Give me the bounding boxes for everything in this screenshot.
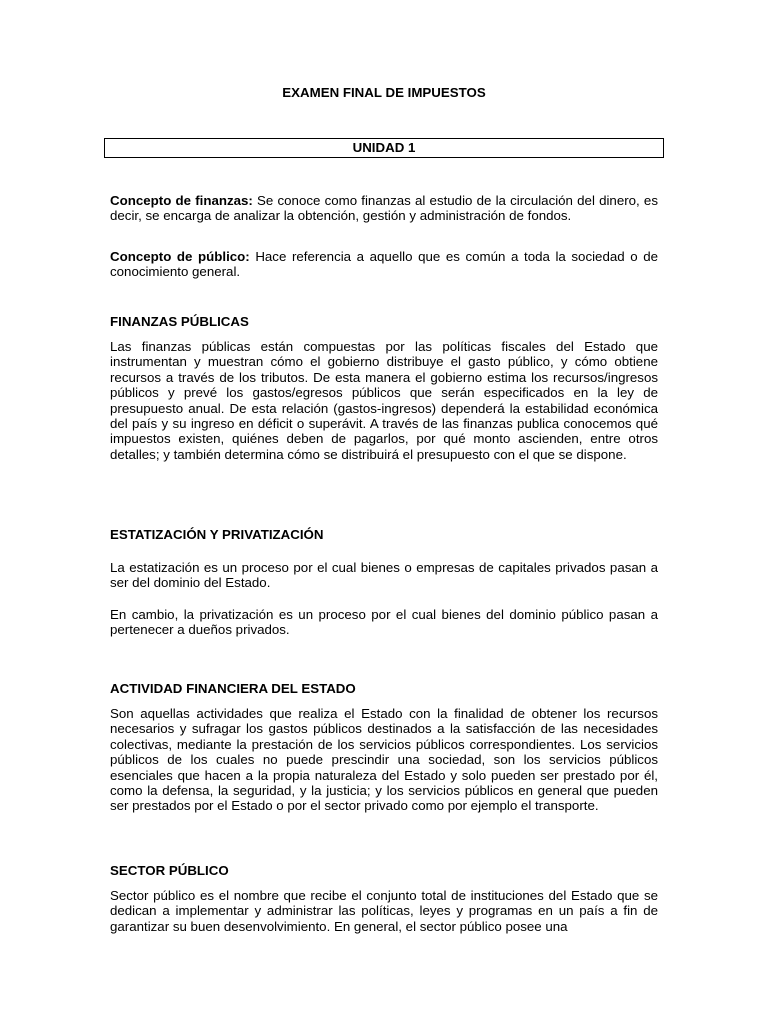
unit-heading-box bbox=[104, 138, 664, 158]
section-paragraph-sector-publico: Sector público es el nombre que recibe el conjunto total de instituciones del Estado que se dedican a implementar y administrar las políticas, leyes y programas en un país a fin de garantizar su buen desenvolvimiento. En general, el sector público posee una bbox=[110, 888, 658, 934]
section-paragraph-finanzas-publicas: Las finanzas públicas están compuestas por las políticas fiscales del Estado que instrumentan y muestran cómo el gobierno distribuye el gasto público, y cómo obtiene recursos a través de los tributos. De esta manera el gobierno estima los recursos/ingresos públicos y prevé los gastos/egresos públicos que serán especificados en la ley de presupuesto anual. De esta relación (gastos-ingresos) dependerá la estabilidad económica del país y su ingreso en déficit o superávit. A través de las finanzas publica conocemos qué impuestos existen, quiénes deben de pagarlos, por qué monto ascienden, entre otros detalles; y también determina cómo se distribuirá el presupuesto con el que se dispone. bbox=[110, 339, 658, 462]
concept-finanzas-paragraph bbox=[110, 193, 658, 224]
section-heading-finanzas-publicas: FINANZAS PÚBLICAS bbox=[110, 314, 249, 329]
section-paragraph-estatizacion: La estatización es un proceso por el cual bienes o empresas de capitales privados pasan a ser del dominio del Estado. bbox=[110, 560, 658, 591]
section-paragraph-actividad-financiera: Son aquellas actividades que realiza el Estado con la finalidad de obtener los recursos necesarios y sufragar los gastos públicos destinados a la satisfacción de las necesidades colectivas, mediante la prestación de los servicios públicos correspondientes. Los servicios públicos de los cuales no puede prescindir una sociedad, son los servicios públicos esenciales que hacen a la propia naturaleza del Estado y solo pueden ser prestado por él, como la defensa, la seguridad, y la justicia; y los servicios públicos en general que pueden ser prestados por el Estado o por el sector privado como por ejemplo el transporte. bbox=[110, 706, 658, 814]
concept-publico-paragraph bbox=[110, 249, 658, 280]
concept-publico-term: Concepto de público: bbox=[110, 249, 250, 264]
concept-publico-definition: Hace referencia a aquello que es común a toda la sociedad o de conocimiento general. bbox=[110, 249, 658, 280]
section-heading-sector-publico: SECTOR PÚBLICO bbox=[110, 863, 229, 878]
section-heading-estatizacion: ESTATIZACIÓN Y PRIVATIZACIÓN bbox=[110, 527, 324, 542]
concept-finanzas-term: Concepto de finanzas: bbox=[110, 193, 253, 208]
document-title: EXAMEN FINAL DE IMPUESTOS bbox=[282, 85, 486, 100]
section-paragraph-privatizacion: En cambio, la privatización es un proceso por el cual bienes del dominio público pasan a pertenecer a dueños privados. bbox=[110, 607, 658, 638]
unit-heading-label: UNIDAD 1 bbox=[352, 140, 416, 155]
concept-finanzas-definition: Se conoce como finanzas al estudio de la circulación del dinero, es decir, se encarga de analizar la obtención, gestión y administración de fondos. bbox=[110, 193, 658, 224]
section-heading-actividad-financiera: ACTIVIDAD FINANCIERA DEL ESTADO bbox=[110, 681, 356, 696]
